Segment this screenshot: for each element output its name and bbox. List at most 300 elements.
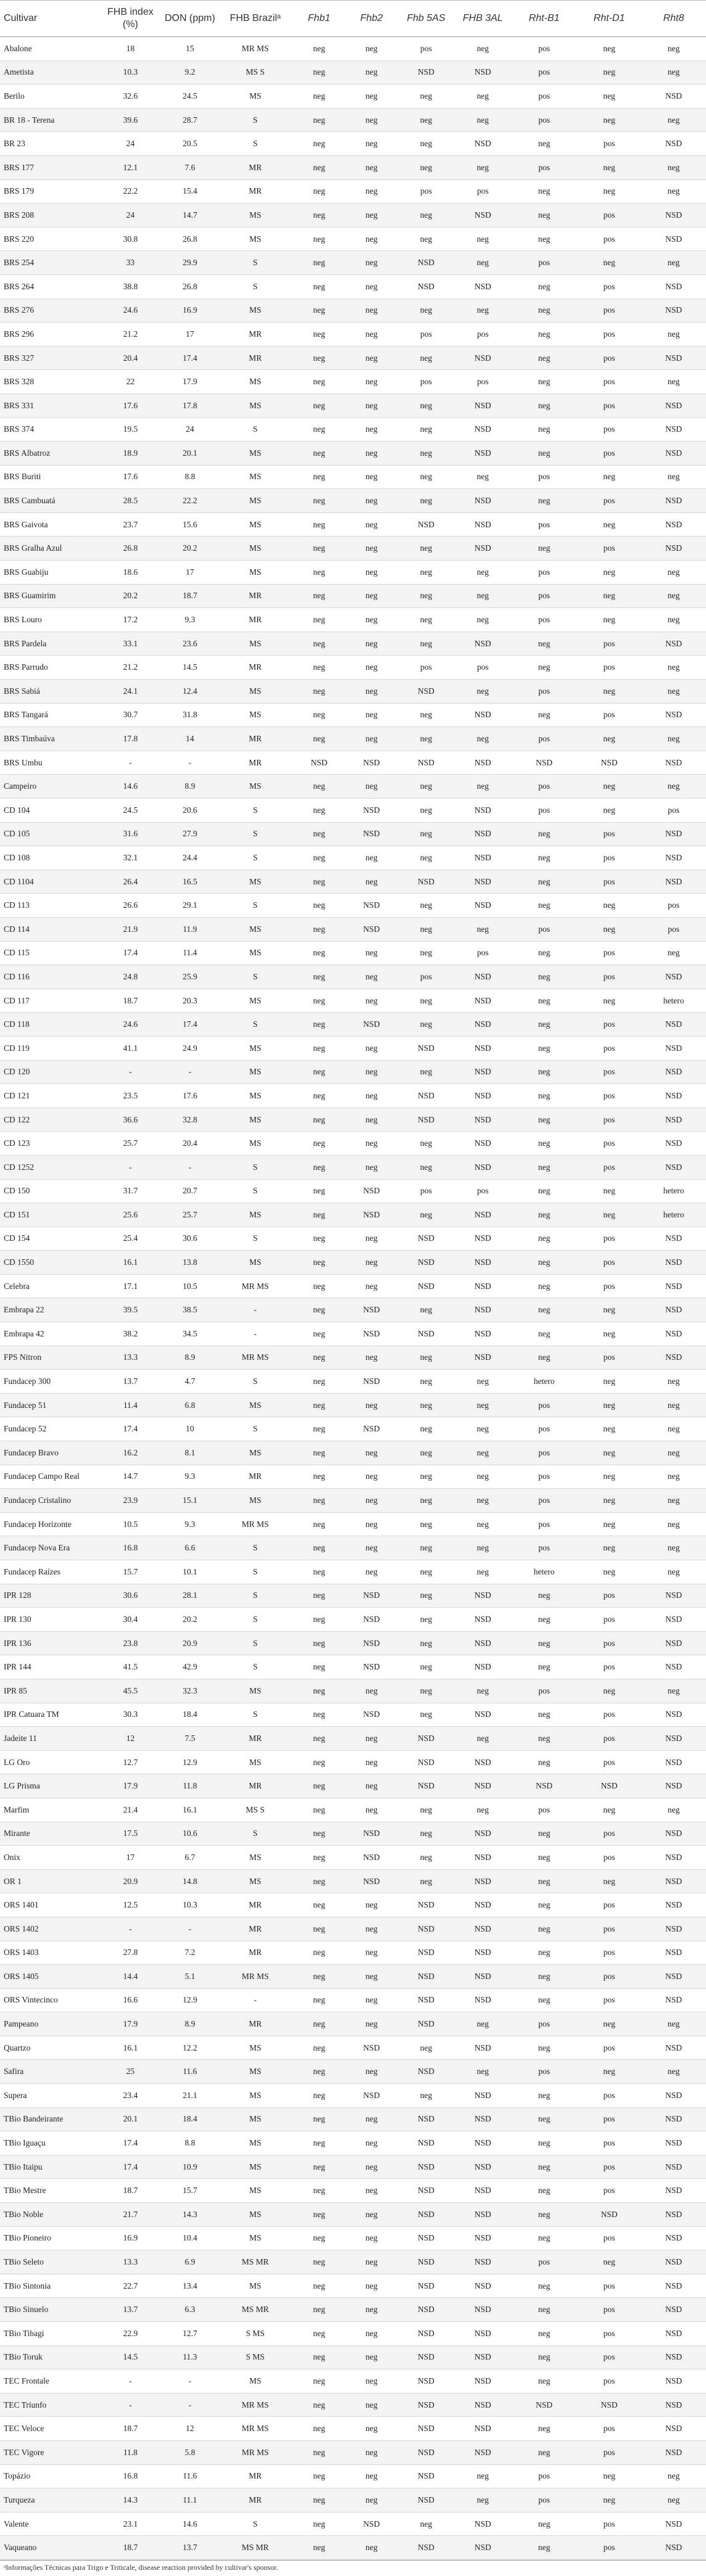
table-cell: S xyxy=(218,894,293,918)
table-cell: 12.7 xyxy=(99,1750,162,1774)
table-cell: 30.3 xyxy=(99,1703,162,1727)
table-cell: neg xyxy=(345,2488,398,2512)
table-cell: 32.3 xyxy=(162,1679,218,1703)
table-row xyxy=(0,2084,706,2108)
table-cell: neg xyxy=(293,2274,345,2298)
table-cell: neg xyxy=(293,1346,345,1370)
table-cell: neg xyxy=(293,584,345,608)
table-cell: neg xyxy=(345,1512,398,1536)
table-cell: NSD xyxy=(641,1346,706,1370)
table-cell: neg xyxy=(641,941,706,965)
table-cell: neg xyxy=(641,656,706,680)
table-cell: neg xyxy=(293,2536,345,2560)
table-cell: 17.9 xyxy=(99,1774,162,1798)
table-cell: NSD xyxy=(641,1084,706,1108)
table-cell: neg xyxy=(398,608,454,632)
table-cell: 17.9 xyxy=(162,370,218,394)
table-row xyxy=(0,1441,706,1465)
table-cell: NSD xyxy=(454,1203,511,1227)
table-cell: 20.9 xyxy=(162,1631,218,1655)
table-cell: neg xyxy=(398,1608,454,1632)
table-cell: pos xyxy=(511,775,577,799)
table-row xyxy=(0,465,706,489)
table-cell: S MS xyxy=(218,2345,293,2369)
table-cell: 23.4 xyxy=(99,2084,162,2108)
table-row xyxy=(0,393,706,418)
table-row xyxy=(0,2345,706,2369)
table-cell: 30.4 xyxy=(99,1608,162,1632)
table-cell: neg xyxy=(345,1679,398,1703)
table-cell: 15.4 xyxy=(162,179,218,204)
table-cell: neg xyxy=(511,1060,577,1084)
table-cell: NSD xyxy=(398,2536,454,2560)
table-cell: pos xyxy=(511,1465,577,1489)
table-cell: pos xyxy=(641,894,706,918)
table-cell: NSD xyxy=(398,1084,454,1108)
table-row xyxy=(0,1084,706,1108)
table-cell: pos xyxy=(577,1608,641,1632)
table-cell: 6.6 xyxy=(162,1536,218,1560)
table-cell: neg xyxy=(293,2131,345,2155)
table-cell: neg xyxy=(345,1489,398,1513)
table-cell: NSD xyxy=(345,1608,398,1632)
cultivar-cell: TBio Pioneiro xyxy=(0,2226,99,2250)
table-cell: neg xyxy=(511,2084,577,2108)
table-cell: neg xyxy=(641,108,706,132)
table-cell: 45.5 xyxy=(99,1679,162,1703)
table-cell: NSD xyxy=(398,2226,454,2250)
table-cell: neg xyxy=(293,1536,345,1560)
table-cell: neg xyxy=(511,1298,577,1322)
table-cell: neg xyxy=(293,2488,345,2512)
col-header-fhb-index: FHB index (%) xyxy=(99,1,162,37)
table-cell: pos xyxy=(577,2440,641,2464)
table-cell: neg xyxy=(293,2417,345,2441)
table-cell: pos xyxy=(577,1084,641,1108)
table-cell: - xyxy=(162,1155,218,1179)
table-cell: S xyxy=(218,1584,293,1608)
cultivar-cell: CD 105 xyxy=(0,822,99,846)
table-cell: neg xyxy=(345,2464,398,2488)
table-cell: NSD xyxy=(454,1893,511,1917)
table-cell: neg xyxy=(293,561,345,585)
table-cell: neg xyxy=(293,894,345,918)
table-cell: NSD xyxy=(641,1298,706,1322)
table-cell: neg xyxy=(454,2060,511,2084)
table-cell: neg xyxy=(454,1393,511,1417)
table-cell: neg xyxy=(398,775,454,799)
table-cell: - xyxy=(162,751,218,775)
table-cell: neg xyxy=(293,2060,345,2084)
table-cell: neg xyxy=(577,1203,641,1227)
table-cell: NSD xyxy=(454,1132,511,1156)
table-cell: pos xyxy=(577,1822,641,1846)
table-cell: NSD xyxy=(641,512,706,537)
table-cell: 6.7 xyxy=(162,1846,218,1870)
table-cell: neg xyxy=(345,1108,398,1132)
table-cell: neg xyxy=(345,2536,398,2560)
table-cell: NSD xyxy=(454,894,511,918)
table-cell: S xyxy=(218,1179,293,1203)
table-cell: neg xyxy=(511,1251,577,1275)
table-row xyxy=(0,1274,706,1298)
table-cell: MS xyxy=(218,2226,293,2250)
table-cell: pos xyxy=(577,132,641,156)
table-cell: NSD xyxy=(454,2179,511,2203)
table-cell: neg xyxy=(293,2084,345,2108)
table-cell: neg xyxy=(454,775,511,799)
table-row xyxy=(0,1417,706,1441)
table-cell: NSD xyxy=(641,2131,706,2155)
table-cell: neg xyxy=(293,1132,345,1156)
table-cell: pos xyxy=(577,1274,641,1298)
cultivar-cell: TBio Sintonia xyxy=(0,2274,99,2298)
table-cell: neg xyxy=(511,941,577,965)
table-cell: neg xyxy=(511,2536,577,2560)
table-cell: neg xyxy=(577,2250,641,2274)
table-cell: pos xyxy=(511,465,577,489)
table-cell: NSD xyxy=(454,822,511,846)
table-row xyxy=(0,965,706,989)
table-cell: neg xyxy=(345,1560,398,1584)
table-cell: NSD xyxy=(454,1988,511,2012)
table-cell: pos xyxy=(577,1631,641,1655)
table-cell: NSD xyxy=(454,393,511,418)
table-cell: MS xyxy=(218,489,293,513)
table-cell: neg xyxy=(345,393,398,418)
table-cell: neg xyxy=(641,2488,706,2512)
cultivar-cell: Fundacep 51 xyxy=(0,1393,99,1417)
table-row xyxy=(0,561,706,585)
table-cell: pos xyxy=(511,2250,577,2274)
table-cell: pos xyxy=(577,1346,641,1370)
table-cell: 10.9 xyxy=(162,2155,218,2179)
table-cell: neg xyxy=(293,2012,345,2036)
table-cell: 17 xyxy=(162,561,218,585)
table-cell: 21.7 xyxy=(99,2203,162,2227)
table-cell: pos xyxy=(577,2322,641,2346)
cultivar-cell: TBio Tibagi xyxy=(0,2322,99,2346)
table-cell: MR xyxy=(218,323,293,347)
table-cell: neg xyxy=(511,2131,577,2155)
table-cell: 21.4 xyxy=(99,1798,162,1822)
table-cell: neg xyxy=(398,2036,454,2060)
table-cell: NSD xyxy=(454,965,511,989)
table-row xyxy=(0,155,706,179)
cultivar-cell: CD 118 xyxy=(0,1013,99,1037)
table-cell: NSD xyxy=(345,1370,398,1394)
table-cell: neg xyxy=(511,2512,577,2536)
table-cell: MS xyxy=(218,917,293,941)
table-cell: neg xyxy=(293,512,345,537)
table-cell: neg xyxy=(577,917,641,941)
table-cell: 11.3 xyxy=(162,2345,218,2369)
table-row xyxy=(0,37,706,61)
table-cell: pos xyxy=(511,561,577,585)
table-cell: neg xyxy=(293,2440,345,2464)
table-row xyxy=(0,751,706,775)
table-cell: NSD xyxy=(398,2131,454,2155)
cultivar-cell: BRS Timbaúva xyxy=(0,727,99,751)
table-row xyxy=(0,1822,706,1846)
table-cell: neg xyxy=(398,393,454,418)
table-cell: 16.8 xyxy=(99,1536,162,1560)
table-cell: neg xyxy=(293,132,345,156)
table-cell: NSD xyxy=(641,822,706,846)
table-cell: S MS xyxy=(218,2322,293,2346)
cultivar-cell: Celebra xyxy=(0,1274,99,1298)
table-cell: 14.5 xyxy=(99,2345,162,2369)
table-cell: 6.3 xyxy=(162,2298,218,2322)
table-cell: pos xyxy=(577,1965,641,1989)
table-cell: neg xyxy=(511,1584,577,1608)
cultivar-cell: BRS Pardela xyxy=(0,632,99,656)
table-cell: pos xyxy=(577,1251,641,1275)
table-cell: neg xyxy=(345,2012,398,2036)
table-cell: neg xyxy=(293,2464,345,2488)
table-cell: NSD xyxy=(454,632,511,656)
table-cell: neg xyxy=(293,1489,345,1513)
table-cell: NSD xyxy=(641,1822,706,1846)
table-cell: neg xyxy=(577,1679,641,1703)
table-cell: neg xyxy=(641,680,706,704)
table-cell: neg xyxy=(398,465,454,489)
table-cell: 9.3 xyxy=(162,1512,218,1536)
table-cell: NSD xyxy=(398,2203,454,2227)
cultivar-cell: TBio Toruk xyxy=(0,2345,99,2369)
table-cell: 22 xyxy=(99,370,162,394)
table-row xyxy=(0,1988,706,2012)
table-cell: 38.5 xyxy=(162,1298,218,1322)
table-cell: NSD xyxy=(641,2226,706,2250)
table-cell: 23.5 xyxy=(99,1084,162,1108)
table-cell: neg xyxy=(293,1322,345,1346)
footnote: ᵃInformações Técnicas para Trigo e Triticale, disease reaction provided by cultivar's sponsor. xyxy=(0,2560,706,2575)
table-cell: pos xyxy=(577,204,641,228)
table-cell: neg xyxy=(398,155,454,179)
cultivar-cell: Fundacep 52 xyxy=(0,1417,99,1441)
table-cell: pos xyxy=(511,1417,577,1441)
table-row xyxy=(0,1346,706,1370)
table-row xyxy=(0,917,706,941)
table-cell: neg xyxy=(511,822,577,846)
table-cell: neg xyxy=(511,703,577,727)
table-cell: pos xyxy=(577,298,641,323)
table-cell: NSD xyxy=(454,204,511,228)
table-cell: 18 xyxy=(99,37,162,61)
table-cell: MS xyxy=(218,775,293,799)
table-cell: MR xyxy=(218,179,293,204)
table-cell: neg xyxy=(577,251,641,275)
table-row xyxy=(0,1869,706,1893)
table-cell: pos xyxy=(511,2464,577,2488)
table-cell: neg xyxy=(345,2131,398,2155)
table-cell: - xyxy=(99,751,162,775)
table-cell: neg xyxy=(345,2155,398,2179)
table-row xyxy=(0,537,706,561)
table-cell: NSD xyxy=(641,703,706,727)
table-cell: neg xyxy=(293,2179,345,2203)
cultivar-cell: Vaqueano xyxy=(0,2536,99,2560)
table-cell: 8.1 xyxy=(162,1441,218,1465)
table-cell: neg xyxy=(345,2322,398,2346)
cultivar-cell: BRS Parrudo xyxy=(0,656,99,680)
table-cell: neg xyxy=(511,2369,577,2393)
table-cell: 8.9 xyxy=(162,775,218,799)
table-cell: neg xyxy=(511,2298,577,2322)
table-cell: 17.4 xyxy=(162,346,218,370)
table-cell: S xyxy=(218,1417,293,1441)
table-cell: 17.9 xyxy=(99,2012,162,2036)
table-cell: 18.4 xyxy=(162,1703,218,1727)
table-cell: NSD xyxy=(454,1274,511,1298)
table-row xyxy=(0,512,706,537)
table-cell: neg xyxy=(577,1560,641,1584)
table-cell: pos xyxy=(577,2345,641,2369)
table-cell: pos xyxy=(577,1132,641,1156)
table-cell: NSD xyxy=(345,2036,398,2060)
table-cell: MS xyxy=(218,2274,293,2298)
table-cell: NSD xyxy=(454,1750,511,1774)
table-cell: pos xyxy=(577,2179,641,2203)
table-cell: pos xyxy=(511,584,577,608)
table-cell: NSD xyxy=(454,703,511,727)
table-cell: pos xyxy=(577,870,641,894)
cultivar-cell: ORS 1403 xyxy=(0,1941,99,1965)
table-cell: neg xyxy=(293,1251,345,1275)
table-cell: NSD xyxy=(641,2036,706,2060)
table-row xyxy=(0,1322,706,1346)
table-row xyxy=(0,298,706,323)
table-cell: MS xyxy=(218,393,293,418)
table-cell: S xyxy=(218,1155,293,1179)
table-cell: neg xyxy=(293,1703,345,1727)
table-cell: neg xyxy=(293,489,345,513)
table-row xyxy=(0,2369,706,2393)
table-cell: pos xyxy=(454,323,511,347)
table-cell: neg xyxy=(293,2226,345,2250)
table-row xyxy=(0,2512,706,2536)
table-cell: neg xyxy=(293,1584,345,1608)
table-cell: - xyxy=(99,2369,162,2393)
table-cell: neg xyxy=(577,799,641,823)
table-row xyxy=(0,727,706,751)
table-cell: 20.5 xyxy=(162,132,218,156)
table-cell: neg xyxy=(398,1631,454,1655)
table-cell: neg xyxy=(345,1965,398,1989)
table-cell: neg xyxy=(511,1917,577,1941)
table-row xyxy=(0,1393,706,1417)
table-cell: neg xyxy=(398,917,454,941)
table-cell: 11.1 xyxy=(162,2488,218,2512)
table-cell: NSD xyxy=(345,1179,398,1203)
table-cell: pos xyxy=(511,60,577,84)
table-cell: MR MS xyxy=(218,1965,293,1989)
table-cell: 28.5 xyxy=(99,489,162,513)
table-cell: 27.8 xyxy=(99,1941,162,1965)
table-cell: neg xyxy=(398,1060,454,1084)
table-cell: neg xyxy=(345,2298,398,2322)
table-cell: 12 xyxy=(99,1727,162,1751)
table-cell: pos xyxy=(577,1846,641,1870)
cultivar-cell: BRS 327 xyxy=(0,346,99,370)
table-cell: neg xyxy=(511,346,577,370)
table-cell: MS xyxy=(218,2060,293,2084)
table-cell: 8.8 xyxy=(162,465,218,489)
table-cell: NSD xyxy=(641,1132,706,1156)
cultivar-cell: BRS Gralha Azul xyxy=(0,537,99,561)
table-cell: 11.4 xyxy=(162,941,218,965)
table-cell: 17.2 xyxy=(99,608,162,632)
table-cell: NSD xyxy=(398,2250,454,2274)
table-cell: 15.7 xyxy=(99,1560,162,1584)
table-cell: NSD xyxy=(454,2084,511,2108)
table-cell: neg xyxy=(293,1013,345,1037)
table-cell: pos xyxy=(511,1536,577,1560)
cultivar-cell: IPR 130 xyxy=(0,1608,99,1632)
cultivar-cell: Ametista xyxy=(0,60,99,84)
cultivar-cell: Valente xyxy=(0,2512,99,2536)
table-cell: 15.7 xyxy=(162,2179,218,2203)
table-cell: neg xyxy=(345,1227,398,1251)
table-cell: neg xyxy=(345,1774,398,1798)
table-cell: pos xyxy=(398,965,454,989)
table-row xyxy=(0,2536,706,2560)
table-cell: pos xyxy=(577,227,641,251)
cultivar-cell: BRS 254 xyxy=(0,251,99,275)
table-cell: neg xyxy=(398,1512,454,1536)
table-cell: NSD xyxy=(345,1655,398,1679)
table-cell: 14.3 xyxy=(99,2488,162,2512)
table-cell: NSD xyxy=(398,1965,454,1989)
table-cell: neg xyxy=(511,323,577,347)
cultivar-cell: TEC Frontale xyxy=(0,2369,99,2393)
cultivar-cell: ORS 1401 xyxy=(0,1893,99,1917)
table-cell: 23.7 xyxy=(99,512,162,537)
cultivar-cell: BRS Tangará xyxy=(0,703,99,727)
table-cell: neg xyxy=(398,727,454,751)
table-cell: NSD xyxy=(398,1750,454,1774)
table-cell: neg xyxy=(345,1084,398,1108)
table-row xyxy=(0,346,706,370)
table-cell: S xyxy=(218,1631,293,1655)
table-cell: MS xyxy=(218,2179,293,2203)
table-cell: pos xyxy=(511,108,577,132)
cultivar-cell: BRS 328 xyxy=(0,370,99,394)
cultivar-cell: Fundacep Bravo xyxy=(0,1441,99,1465)
table-cell: MR xyxy=(218,1774,293,1798)
table-cell: 22.2 xyxy=(162,489,218,513)
table-cell: 16.2 xyxy=(99,1441,162,1465)
table-cell: neg xyxy=(577,775,641,799)
table-row xyxy=(0,680,706,704)
table-row xyxy=(0,1750,706,1774)
table-cell: NSD xyxy=(454,1608,511,1632)
table-cell: NSD xyxy=(641,1036,706,1060)
table-cell: NSD xyxy=(641,1060,706,1084)
table-cell: NSD xyxy=(454,60,511,84)
table-cell: neg xyxy=(293,822,345,846)
table-cell: pos xyxy=(454,179,511,204)
cultivar-cell: ORS Vintecinco xyxy=(0,1988,99,2012)
table-cell: NSD xyxy=(454,2226,511,2250)
table-cell: neg xyxy=(293,941,345,965)
table-cell: pos xyxy=(577,2274,641,2298)
table-cell: NSD xyxy=(345,1013,398,1037)
table-cell: NSD xyxy=(454,1227,511,1251)
table-cell: 25 xyxy=(99,2060,162,2084)
table-cell: neg xyxy=(454,1465,511,1489)
